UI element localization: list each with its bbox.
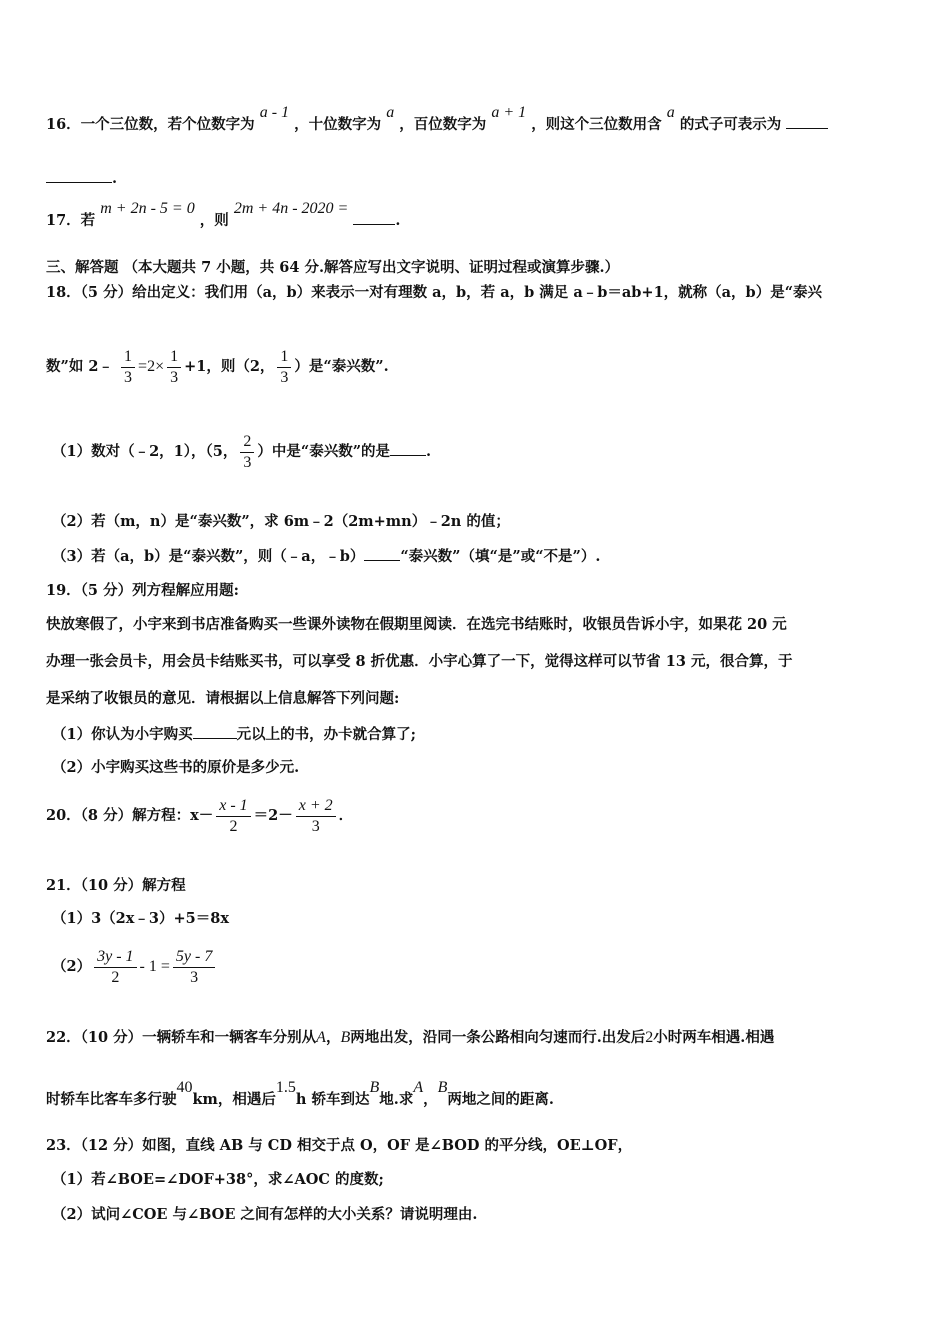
q18-text-a: 数”如 2﹣ <box>46 358 113 375</box>
q20-fraction-2: $\frac{x + 2}{3}$ <box>296 796 336 837</box>
q22-point-a: A <box>316 1029 326 1046</box>
q18-fraction-2: $\frac{1}{3}$ <box>167 347 181 388</box>
q18-fraction-3: $\frac{1}{3}$ <box>277 347 291 388</box>
q16-text-f: 的式子可表示为 <box>679 116 782 133</box>
q22-point-a2: A <box>413 1079 424 1096</box>
q16-text-c: ，百位数字为 <box>399 116 487 133</box>
q22-distance-diff: 40 <box>176 1079 193 1096</box>
q22-text-a: 22．（10 分）一辆轿车和一辆客车分别从 <box>46 1029 317 1046</box>
q21-p2-label: （2） <box>52 958 92 975</box>
q19-p1-answer-blank[interactable] <box>193 724 237 739</box>
q18-text-b: +1，则（2， <box>184 358 275 375</box>
q18-fraction-4: $\frac{2}{3}$ <box>240 432 254 473</box>
q16-text-b: ，十位数字为 <box>294 116 382 133</box>
q16-expr-hundreds: a + 1 <box>491 104 527 121</box>
q22-text-f: km，相遇后 <box>192 1091 276 1108</box>
q21-part2 <box>52 943 218 991</box>
q21-part1: （1）3（2x﹣3）+5＝8x <box>52 910 229 927</box>
q18-p1-answer-blank[interactable] <box>390 441 426 456</box>
q22-line1 <box>46 1028 774 1048</box>
q22-point-b2: B <box>369 1079 380 1096</box>
q17-text-b: ，则 <box>199 212 229 229</box>
q22-text-i: 两地之间的距离. <box>447 1091 554 1108</box>
q19-line4: 是采纳了收银员的意见．请根据以上信息解答下列问题: <box>46 690 400 707</box>
q18-eq: =2× <box>138 358 165 375</box>
q18-line1: 18．（5 分）给出定义：我们用（a，b）来表示一对有理数 a，b，若 a，b 满足 a﹣b＝ab+1，就称（a，b）是“泰兴 <box>46 284 823 301</box>
q18-p1-text-b: ）中是“泰兴数”的是 <box>257 443 391 460</box>
q19-line1: 19．（5 分）列方程解应用题: <box>46 582 239 599</box>
q20-fraction-1: $\frac{x - 1}{2}$ <box>216 796 250 837</box>
q17-expr-given: m + 2n - 5 = 0 <box>100 200 195 217</box>
q16-answer-blank[interactable] <box>786 114 828 129</box>
q23-part2: （2）试问∠COE 与∠BOE 之间有怎样的大小关系？请说明理由. <box>52 1206 478 1223</box>
q16-end: . <box>112 170 118 187</box>
q16-text-a: 16．一个三位数，若个位数字为 <box>46 116 255 133</box>
q22-text-e: 时轿车比客车多行驶 <box>46 1091 177 1108</box>
q22-point-b3: B <box>437 1079 448 1096</box>
q18-part3 <box>52 546 600 567</box>
q18-text-c: ）是“泰兴数”. <box>294 358 389 375</box>
q17-answer-blank[interactable] <box>353 210 395 225</box>
q22-text-g: h 轿车到达 <box>295 1091 370 1108</box>
q22-text-d: 小时两车相遇.相遇 <box>653 1029 775 1046</box>
q16-line2 <box>46 168 117 189</box>
q16-answer-blank-cont[interactable] <box>46 168 112 183</box>
q21-mid: - 1 = <box>139 958 170 975</box>
q16-line1 <box>46 104 828 135</box>
q18-fraction-1: $\frac{1}{3}$ <box>121 347 135 388</box>
q19-part2: （2）小宇购买这些书的原价是多少元. <box>52 759 300 776</box>
q18-p1-end: . <box>426 443 432 460</box>
q18-p3-answer-blank[interactable] <box>364 546 400 561</box>
q20-text-a: 20．（8 分）解方程：x－ <box>46 807 214 824</box>
q19-p1-text-a: （1）你认为小宇购买 <box>52 726 193 743</box>
q22-point-b: B <box>340 1029 351 1046</box>
q19-part1 <box>52 724 416 745</box>
q17-line <box>46 200 401 231</box>
q22-time-after: 1.5 <box>275 1079 296 1096</box>
q21-fraction-2: $\frac{5y - 7}{3}$ <box>173 947 215 988</box>
q18-p3-text-a: （3）若（a，b）是“泰兴数”，则（﹣a，﹣b） <box>52 548 365 565</box>
q20-text-b: ＝2－ <box>253 807 293 824</box>
q22-text-h: 地.求 <box>379 1091 414 1108</box>
q19-line3: 办理一张会员卡，用会员卡结账买书，可以享受 8 折优惠．小宇心算了一下，觉得这样可以节省 13 元，很合算，于 <box>46 653 793 670</box>
q18-part2: （2）若（m，n）是“泰兴数”，求 6m﹣2（2m+mn）﹣2n 的值； <box>52 513 510 530</box>
q17-end: . <box>395 212 401 229</box>
q16-expr-ones: a - 1 <box>259 104 290 121</box>
q20-end: ． <box>338 807 354 824</box>
q22-hours: 2 <box>645 1029 654 1046</box>
q23-part1: （1）若∠BOE=∠DOF+38°，求∠AOC 的度数; <box>52 1171 384 1188</box>
q17-text-a: 17．若 <box>46 212 96 229</box>
section-3-heading: 三、解答题 （本大题共 7 小题，共 64 分.解答应写出文字说明、证明过程或演算步骤.） <box>46 259 620 276</box>
q17-expr-target: 2m + 4n - 2020 = <box>233 200 349 217</box>
q18-p1-text-a: （1）数对（﹣2，1），（5， <box>52 443 238 460</box>
q18-part1 <box>52 428 431 476</box>
q19-p1-text-b: 元以上的书，办卡就合算了; <box>236 726 416 743</box>
q16-expr-a: a <box>666 104 675 121</box>
q22-comma2: ， <box>423 1091 438 1108</box>
q20-line <box>46 792 353 840</box>
q21-line1: 21．（10 分）解方程 <box>46 877 186 894</box>
q16-expr-tens: a <box>386 104 395 121</box>
q18-p3-text-b: “泰兴数”（填“是”或“不是”）. <box>400 548 601 565</box>
q19-line2: 快放寒假了，小宇来到书店准备购买一些课外读物在假期里阅读．在选完书结账时，收银员告诉小宇，如果花 20 元 <box>46 616 787 633</box>
q16-text-d: ，则这个三位数用含 <box>531 116 662 133</box>
q22-text-c: 两地出发，沿同一条公路相向匀速而行.出发后 <box>350 1029 646 1046</box>
q23-line1: 23．（12 分）如图，直线 AB 与 CD 相交于点 O，OF 是∠BOD 的平分线，OE⊥OF， <box>46 1137 633 1154</box>
q21-fraction-1: $\frac{3y - 1}{2}$ <box>94 947 136 988</box>
q22-comma: ， <box>325 1029 341 1046</box>
q22-line2 <box>46 1079 554 1110</box>
q18-line2 <box>46 343 389 391</box>
